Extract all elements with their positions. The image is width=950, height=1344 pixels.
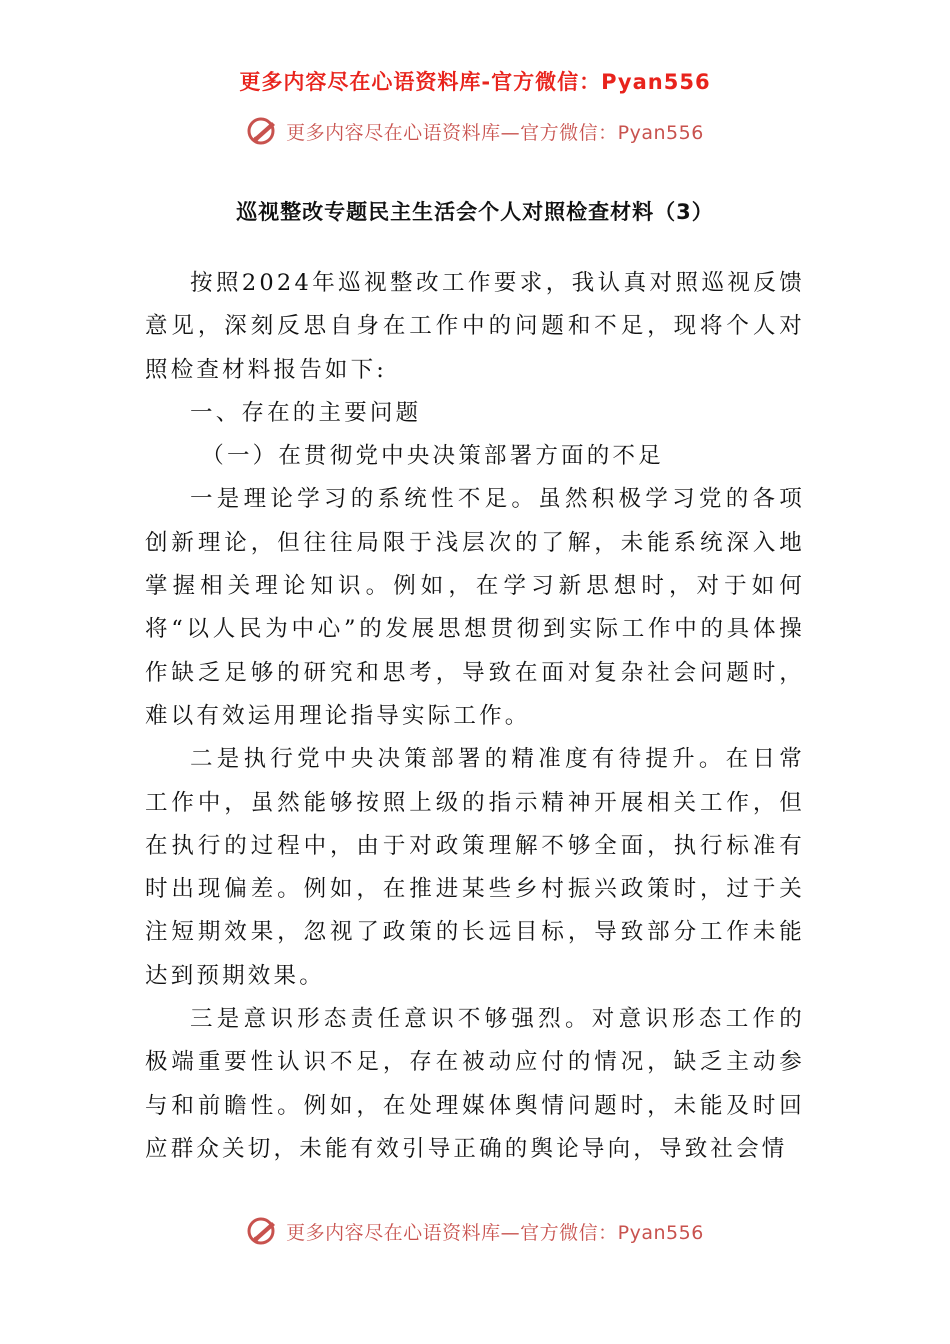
body-paragraph: 三是意识形态责任意识不够强烈。对意识形态工作的极端重要性认识不足，存在被动应付的情况，缺乏主动参与和前瞻性。例如，在处理媒体舆情问题时，未能及时回应群众关切，未能有效引导正确的舆论导向，导致社会情 [145,1006,805,1162]
watermark-text: 更多内容尽在心语资料库—官方微信：Pyan556 [286,1221,704,1244]
watermark-top [0,116,950,146]
intro-paragraph: 按照2024年巡视整改工作要求，我认真对照巡视反馈意见，深刻反思自身在工作中的问题和不足，现将个人对照检查材料报告如下: [145,270,805,383]
document-title: 巡视整改专题民主生活会个人对照检查材料（3） [236,200,714,224]
body-paragraph: 一是理论学习的系统性不足。虽然积极学习党的各项创新理论，但往往局限于浅层次的了解，未能系统深入地掌握相关理论知识。例如，在学习新思想时，对于如何将“以人民为中心”的发展思想贯彻到实际工作中的具体操作缺乏足够的研究和思考，导致在面对复杂社会问题时，难以有效运用理论指导实际工作。 [145,486,805,729]
watermark-text: 更多内容尽在心语资料库—官方微信：Pyan556 [286,121,704,144]
body-paragraph: 二是执行党中央决策部署的精准度有待提升。在日常工作中，虽然能够按照上级的指示精神开展相关工作，但在执行的过程中，由于对政策理解不够全面，执行标准有时出现偏差。例如，在推进某些乡村振兴政策时，过于关注短期效果，忽视了政策的长远目标，导致部分工作未能达到预期效果。 [145,746,805,989]
pen-logo-icon [246,116,280,146]
section-heading: 一、存在的主要问题 [190,399,422,426]
top-banner: 更多内容尽在心语资料库-官方微信：Pyan556 [239,70,711,94]
subsection-heading: （一）在贯彻党中央决策部署方面的不足 [201,443,664,470]
pen-logo-icon [246,1216,280,1246]
document-body [145,262,805,1171]
watermark-bottom [0,1216,950,1246]
